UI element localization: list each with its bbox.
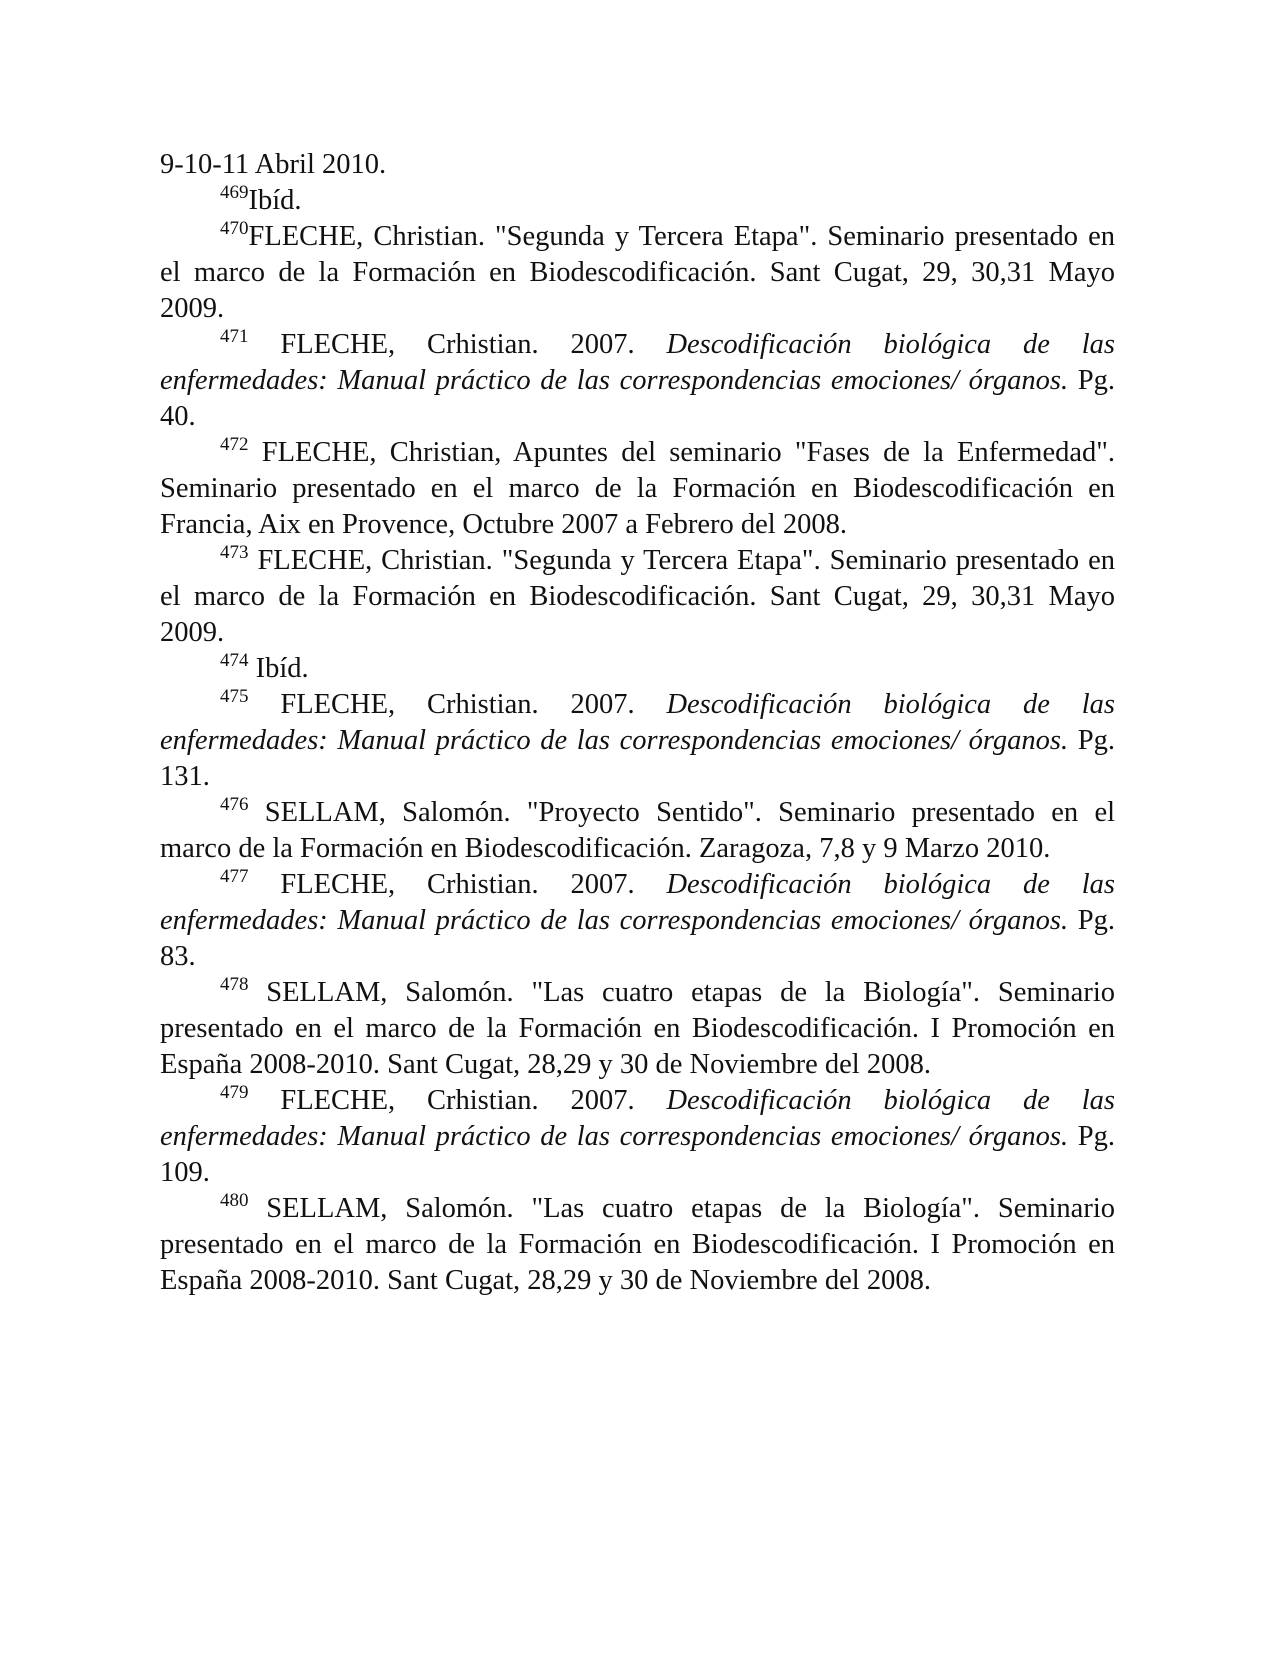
- footnote-text: FLECHE, Crhistian. 2007.: [280, 689, 667, 720]
- footnote-469: [160, 183, 1115, 219]
- footnote-480: [160, 1191, 1115, 1299]
- footnote-text: FLECHE, Crhistian. 2007.: [280, 1085, 667, 1116]
- footnote-479: [160, 1083, 1115, 1191]
- footnote-number: 474: [220, 650, 249, 671]
- footnote-page-ref: Pg. 109.: [160, 1121, 1115, 1188]
- footnote-number: 480: [220, 1190, 249, 1211]
- footnotes-page: [160, 147, 1115, 1299]
- footnote-number: 479: [220, 1082, 249, 1103]
- footnote-number: 476: [220, 794, 249, 815]
- footnote-text: FLECHE, Christian. "Segunda y Tercera Etapa". Seminario presentado en el marco de la Formación en Biodescodificación. Sant Cugat, 29, 30,31 Mayo 2009.: [160, 545, 1115, 648]
- footnote-text: FLECHE, Christian, Apuntes del seminario "Fases de la Enfermedad". Seminario presentado en el marco de la Formación en Biodescodificación en Francia, Aix en Provence, Octubre 2007 a Febrero del 2008.: [160, 437, 1115, 540]
- footnote-474: [160, 651, 1115, 687]
- footnote-page-ref: Pg. 83.: [160, 905, 1115, 972]
- footnote-number: 470: [220, 218, 249, 239]
- footnote-text: Ibíd.: [255, 653, 309, 684]
- footnote-number: 469: [220, 182, 249, 203]
- footnote-473: [160, 543, 1115, 651]
- footnote-page-ref: Pg. 131.: [160, 725, 1115, 792]
- book-title: Descodificación biológica de las enfermedades: Manual práctico de las correspondencias emociones/ órganos.: [160, 869, 1116, 936]
- footnote-478: [160, 975, 1115, 1083]
- footnote-476: [160, 795, 1115, 867]
- book-title: Descodificación biológica de las enfermedades: Manual práctico de las correspondencias emociones/ órganos.: [160, 689, 1116, 756]
- footnote-text: Ibíd.: [248, 185, 302, 216]
- footnote-471: [160, 327, 1115, 435]
- footnote-477: [160, 867, 1115, 975]
- footnote-number: 473: [220, 542, 249, 563]
- footnote-472: [160, 435, 1115, 543]
- footnote-text: FLECHE, Christian. "Segunda y Tercera Etapa". Seminario presentado en el marco de la Formación en Biodescodificación. Sant Cugat, 29, 30,31 Mayo 2009.: [160, 221, 1115, 324]
- footnote-number: 477: [220, 866, 249, 887]
- footnote-number: 471: [220, 326, 249, 347]
- footnote-text: SELLAM, Salomón. "Proyecto Sentido". Seminario presentado en el marco de la Formación en Biodescodificación. Zaragoza, 7,8 y 9 Marzo 2010.: [160, 797, 1116, 864]
- footnote-text: FLECHE, Crhistian. 2007.: [280, 869, 667, 900]
- footnote-continuation: 9-10-11 Abril 2010.: [160, 149, 387, 180]
- footnote-number: 478: [220, 974, 249, 995]
- footnote-text: FLECHE, Crhistian. 2007.: [280, 329, 667, 360]
- footnote-475: [160, 687, 1115, 795]
- footnote-number: 472: [220, 434, 249, 455]
- footnote-text: SELLAM, Salomón. "Las cuatro etapas de la Biología". Seminario presentado en el marco de la Formación en Biodescodificación. I Promoción en España 2008-2010. Sant Cugat, 28,29 y 30 de Noviembre del 2008.: [160, 1193, 1115, 1296]
- book-title: Descodificación biológica de las enfermedades: Manual práctico de las correspondencias emociones/ órganos.: [160, 1085, 1116, 1152]
- footnote-page-ref: Pg. 40.: [160, 365, 1115, 432]
- footnote-text: SELLAM, Salomón. "Las cuatro etapas de la Biología". Seminario presentado en el marco de la Formación en Biodescodificación. I Promoción en España 2008-2010. Sant Cugat, 28,29 y 30 de Noviembre del 2008.: [160, 977, 1115, 1080]
- book-title: Descodificación biológica de las enfermedades: Manual práctico de las correspondencias emociones/ órganos.: [160, 329, 1116, 396]
- footnote-470: [160, 219, 1115, 327]
- footnote-number: 475: [220, 686, 249, 707]
